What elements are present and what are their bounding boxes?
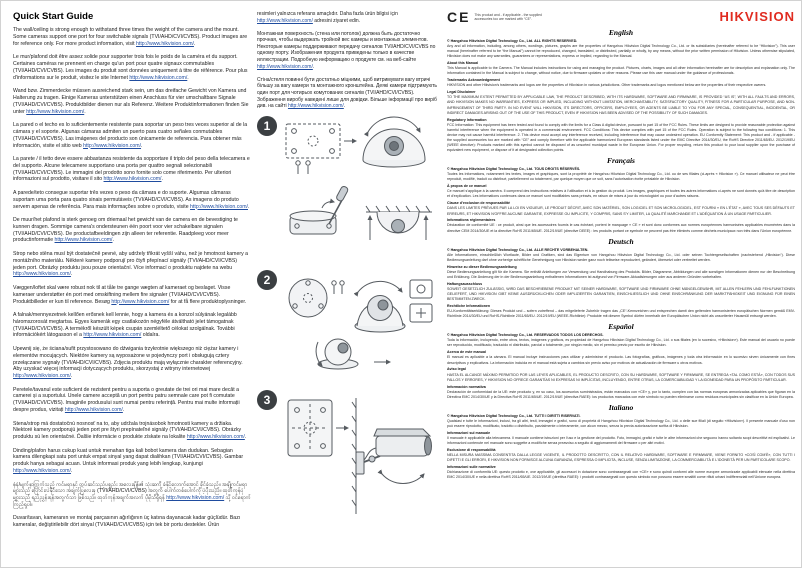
- dome-camera-illustration: [363, 117, 425, 167]
- hikvision-website-link[interactable]: http://www.hikvision.com/: [13, 373, 71, 380]
- paragraph-text: .: [70, 373, 73, 380]
- legal-text: Déclaration de conformité UE : ce produit, ainsi que les accessoires fournis le cas échéant, portent le marquage « CE » et sont donc conformes aux normes européennes harmonisées applicables énumérées dans la directive CEM 2014/30/UE et la directive RoHS 2011/65/UE. 2012/19/UE (directive DEEE) : les produits portant ce symbole ne peuvent pas être éliminés comme déchets municipaux non triés dans l'Union européenne.: [447, 223, 795, 233]
- instruction-paragraph: [257, 11, 441, 24]
- paragraph-text: .: [161, 176, 163, 183]
- legal-text: Ce manuel s'applique à la caméra. Il comprend des instructions relatives à l'utilisation et à la gestion du produit. Les images, graphiques et toutes les autres informations ci-après ne sont donnés qu'à titre de description et d'explication. Les informations contenues dans ce manuel sont modifiables sans préavis, en raison de mises à jour du micrologiciel ou pour d'autres raisons.: [447, 189, 795, 199]
- language-sections: [447, 28, 795, 480]
- legal-text: EU-Konformitätserklärung: Dieses Produkt und – sofern zutreffend – das mitgelieferte Zubehör tragen das „CE“-Kennzeichen und entsprechen damit den geltenden harmonisierten europäischen Normen gemäß EMV-Richtlinie 2014/30/EU und RoHS-Richtlinie 2011/65/EU. 2012/19/EU (WEEE-Richtlinie): Produkte mit diesem Symbol dürfen innerhalb der Europäischen Union nicht als unsortierter Hausmüll entsorgt werden.: [447, 309, 795, 319]
- legal-text: Il manuale è applicabile alla telecamera. Il manuale contiene istruzioni per l'uso e la gestione del prodotto. Foto, immagini, grafici e tutte le altre informazioni che seguono hanno soltanto scopi descrittivi ed esplicativi. Le informazioni contenute nel manuale sono soggette a modifiche senza preavviso a seguito di aggiornamenti del firmware o per altri motivi.: [447, 435, 795, 446]
- legal-paragraph: [447, 333, 795, 348]
- legal-subheading: © Hangzhou Hikvision Digital Technology Co., Ltd. TOUS DROITS RÉSERVÉS.: [447, 167, 581, 172]
- legal-subheading: À propos de ce manuel: [447, 184, 487, 189]
- hikvision-logo: HIKVISION: [719, 9, 795, 24]
- legal-subheading: Legal Disclaimer: [447, 90, 476, 95]
- hikvision-website-link[interactable]: http://www.hikvision.com/: [190, 203, 248, 210]
- legal-text: Toda la información, incluyendo, entre otros, textos, imágenes y gráficos, es propiedad de Hangzhou Hikvision Digital Technology Co., Ltd. o sus filiales (en lo sucesivo, «Hikvision»). Este manual del usuario no puede ser reproducido, modificado, traducido ni distribuido, parcial o totalmente, por ningún medio, sin el permiso previo por escrito de Hikvision.: [447, 338, 795, 348]
- detail-inset-boxes: [410, 280, 432, 322]
- instruction-paragraph: [257, 77, 441, 110]
- language-heading: English: [608, 28, 634, 37]
- legal-paragraph: [447, 304, 795, 319]
- paragraph-text: adresini ziyaret edin.: [312, 17, 361, 24]
- instruction-paragraph: [13, 285, 251, 306]
- step-2: [257, 270, 441, 382]
- language-heading: Italiano: [608, 402, 634, 412]
- legal-paragraph: [447, 367, 795, 382]
- hikvision-website-link[interactable]: http://www.hikvision.com/: [129, 74, 188, 81]
- left-column: [13, 11, 251, 536]
- language-section: [447, 322, 795, 400]
- hikvision-website-link[interactable]: http://www.hikvision.com/: [13, 271, 71, 278]
- legal-paragraph: [447, 39, 795, 59]
- legal-subheading: Información normativa: [447, 384, 486, 389]
- paragraph-text: La parete / il tetto deve essere abbastanza resistente da sopportare il triplo del peso della telecamera e del supporto. Alcune telecamere supportano una porta per quattro segnali selezionabili (TVI/AHD/CVI/CVBS). Le immagini del prodotto sono fornite solo come riferimento. Per ulteriori informazioni sul prodotto, visitare il sito: [13, 155, 250, 183]
- instruction-paragraph: [13, 387, 251, 414]
- legal-text: Diese Bedienungsanleitung gilt für die Kamera. Sie enthält Anleitungen zur Verwendung und Handhabung des Produkts. Bilder, Diagramme, Abbildungen und alle sonstigen Informationen dienen nur der Beschreibung und Erklärung. Die Änderung der in der Bedienungsanleitung enthaltenen Informationen ist aufgrund von Firmware-Aktualisierungen oder aus anderen Gründen vorbehalten.: [447, 269, 795, 279]
- hikvision-website-link[interactable]: http://www.hikvision.com/: [54, 237, 113, 244]
- legal-subheading: Haftungsausschluss: [447, 281, 483, 286]
- legal-text: HIKVISION and other Hikvision's trademarks and logos are the properties of Hikvision in various jurisdictions. Other trademarks and logos mentioned below are the properties of their respective owners.: [447, 83, 767, 88]
- wall-plate-illustration: [288, 400, 348, 456]
- legal-paragraph: [447, 78, 795, 88]
- legal-paragraph: [447, 184, 795, 199]
- screwdriver-illustration: [290, 186, 349, 235]
- legal-text: HASTA EL ALCANCE MÁXIMO PERMITIDO POR LAS LEYES APLICABLES, EL PRODUCTO DESCRITO, CON SU HARDWARE, SOFTWARE Y FIRMWARE, SE ENTREGA «TAL COMO ESTÁ», CON TODOS SUS FALLOS Y ERRORES, Y HIKVISION NO OFRECE GARANTÍAS NI EXPRESAS NI IMPLÍCITAS, INCLUYENDO, ENTRE OTRAS, LA COMERCIABILIDAD Y LA IDONEIDAD PARA UN PROPÓSITO PARTICULAR.: [447, 372, 795, 382]
- legal-paragraph: [447, 385, 795, 400]
- legal-subheading: © Hangzhou Hikvision Digital Technology Co., Ltd. ALLE RECHTE VORBEHALTEN.: [447, 247, 589, 252]
- bullet-camera-installation-diagram: [282, 390, 434, 520]
- legal-subheading: Trademarks Acknowledgement: [447, 78, 500, 83]
- hikvision-website-link[interactable]: http://www.hikvision.com/: [64, 407, 123, 414]
- step-1: [257, 116, 441, 262]
- instruction-paragraph: [13, 54, 251, 81]
- instruction-paragraph: [13, 515, 251, 529]
- instruction-paragraph: [13, 312, 251, 339]
- paragraph-text: Upewnij się, że ściana/sufit przystosowano do dźwigania trzykrotnie większego niż ciężar kamery i elementów mocujących. Niektóre kamery są wyposażone w pojedynczy port i obsługują cztery przełączane sygnały (TVI/AHD/CVI/CVBS). Zdjęcia produktu mają wyłącznie charakter referencyjny. Aby uzyskać więcej informacji dotyczących produktu, skorzystaj z witryny internetowej: [13, 345, 243, 373]
- paragraph-text: Stena/strop má dostatočnú nosnosť na to, aby udržala trojnásobok hmotnosti kamery a držiaka. Niektoré kamery podporujú jeden port pre štyri prepínateľné signály (TVI/AHD/CVI/CVBS). Obrázky produktu sú len orientačné. Ďalšie informácie o produkte získate na lokalite: [13, 420, 242, 441]
- language-heading: Español: [608, 322, 634, 332]
- ce-note: This product and - if applicable - the supplied accessories too are marked with “CE”.: [474, 12, 542, 21]
- legal-text: NELLA MISURA MASSIMA CONSENTITA DALLA LEGGE VIGENTE, IL PRODOTTO DESCRITTO, CON IL RELATIVO HARDWARE, SOFTWARE E FIRMWARE, VIENE FORNITO «COSÌ COM'È», CON TUTTI I DIFETTI E GLI ERRORI, E HIKVISION NON FORNISCE ALCUNA GARANZIA, ESPRESSA O IMPLICITA, INCLUSE, SENZA LIMITAZIONE, LA COMMERCIABILITÀ E L'IDONEITÀ PER UN PARTICOLARE SCOPO.: [447, 453, 795, 463]
- paragraph-text: .: [70, 271, 73, 278]
- legal-subheading: Acerca de este manual: [447, 350, 486, 355]
- legal-subheading: Aviso legal: [447, 367, 466, 372]
- hikvision-website-link[interactable]: http://www.hikvision.com/: [13, 468, 71, 475]
- middle-column: [257, 11, 441, 520]
- paragraph-text: .: [112, 237, 114, 244]
- paragraph-text: La pared o el techo es lo suficientemente resistente para soportar un peso tres veces superior al de la cámara y el soporte. Algunas cámaras admiten un puerto para cuatro señales conmutables (TVI/AHD/CVI/CVBS). Las imágenes del producto son únicamente de referencia. Para obtener más información, visite el sitio web: [13, 121, 248, 149]
- right-column: [447, 9, 795, 483]
- legal-paragraph: [447, 218, 795, 233]
- legal-subheading: Rechtliche Informationen: [447, 304, 491, 308]
- paragraph-text: နံရံ/မျက်နှာကြက်သည် ကင်မရာနှင့် တပ်ဆင်သည့်ပစ္စည်း အလေးချိန်၏ သုံးဆကို ခံနိုင်လောက်အောင် ခိုင်ခံ့သည်။ အချို့ကင်မရာများသည် ပြောင်းလဲနိုင်သော အချက်ပြလေးခု (TVI/AHD/CVI/CVBS) အတွက် ပေါက်တစ်ပေါက်ကို ပံ့ပိုးသည်။ ထုတ်ကုန်ပုံများသည် ရည်ညွှန်းရန်အတွက်သာ ဖြစ်သည်။ ထုတ်ကုန်အချက်အလက် ပိုမိုသိရှိရန်: [13, 481, 248, 502]
- legal-subheading: About this Manual: [447, 61, 479, 66]
- paragraph-text: Væggen/loftet skal være robust nok til at tåle tre gange vægten af kameraet og beslaget. Visse kameraer understøtter én port med omskiftning mellem fire signaler (TVI/AHD/CVI/CVBS). Produktbilleder er kun til reference. Besøg: [13, 284, 231, 305]
- paragraph-text: De muur/het plafond is sterk genoeg om driemaal het gewicht van de camera en de bevestiging te kunnen dragen. Sommige camera's ondersteunen één poort voor vier schakelbare signalen (TVI/AHD/CVI/CVBS). De productafbeeldingen zijn alleen ter referentie. Raadpleeg voor meer productinformatie: [13, 216, 238, 244]
- paragraph-text: Wand bzw. Zimmerdecke müssen ausreichend stark sein, um das dreifache Gewicht von Kamera und Halterung zu tragen. Einige Kameras unterstützen einen Anschluss für vier umschaltbare Signale (TVI/AHD/CVI/CVBS). Produktbilder dienen nur als Referenz. Weitere Produktinformationen finden Sie unter: [13, 88, 249, 115]
- paragraph-text: A falnak/mennyezetnek kellően erősnek kell lennie, hogy a kamera és a konzol súlyának legalább háromszorosát megtartsa. Egyes kamerák egy csatlakozón négyféle átváltható jelet támogatnak (TVI/AHD/CVI/CVBS). A termékről készült képek csupán szemléltető célokat szolgálnak. További információkért látogasson el a: [13, 311, 237, 339]
- paragraph-text: Dinding/plafon harus cukup kuat untuk menahan tiga kali bobot kamera dan dudukan. Sebagian kamera dilengkapi satu port untuk empat sinyal yang dapat dialihkan (TVI/AHD/CVI/CVBS). Gambar produk hanya sebagai acuan. Untuk informasi produk yang lebih lengkap, kunjungi: [13, 447, 244, 468]
- paragraph-text: Peretele/tavanul este suficient de rezistent pentru a suporta o greutate de trei ori mai mare decât a camerei și a suportului. Unele camere acceptă un port pentru patru semnale care pot fi comutate (TVI/AHD/CVI/CVBS). Imaginile produsului sunt numai pentru referință. Pentru mai multe informații despre produs, vizitați: [13, 386, 240, 414]
- bullet-camera-illustration: [352, 398, 432, 514]
- legal-paragraph: [447, 90, 795, 115]
- paragraph-text: သို့ ဝင်ရောက်ကြည့်ရှုပါ။: [13, 495, 251, 509]
- legal-paragraph: [447, 431, 795, 446]
- legal-subheading: Regulatory Information: [447, 117, 487, 122]
- paragraph-text: Strop nebo stěna musí být dostatečně pevné, aby udržely třikrát vyšší váhu, než je hmotnost kamery a montážního materiálu. Některé kamery podporují pro čtyři přepínací signály (TVI/AHD/CVI/CVBS) jeden port. Obrázky produktu jsou pouze orientační. Více informací o produktu najdete na webu: [13, 250, 248, 271]
- language-section: [447, 28, 795, 153]
- legal-text: This Manual is applicable to the Camera. The Manual includes instructions for using and managing the product. Pictures, charts, images and all other information hereinafter are for description and explanation only. The information contained in the Manual is subject to change, without notice, due to firmware updates or other reasons. Please use this user manual under the guidance of professionals.: [447, 66, 795, 76]
- legal-paragraph: [447, 350, 795, 365]
- hikvision-website-link[interactable]: http://www.hikvision.com/: [186, 434, 245, 441]
- step-3-number-badge: 3: [257, 390, 277, 410]
- right-header: [447, 9, 795, 25]
- paragraph-text: oldalra.: [141, 332, 160, 339]
- legal-text: Toutes les informations, notamment les textes, images et graphiques, sont la propriété de Hangzhou Hikvision Digital Technology Co., Ltd. ou de ses filiales (ci-après « Hikvision »). Ce manuel utilisateur ne peut être reproduit, modifié, traduit ou distribué, partiellement ou totalement, par quelque moyen que ce soit, sans l'autorisation écrite préalable de Hikvision.: [447, 172, 795, 182]
- legal-text: DANS LES LIMITES PRÉVUES PAR LA LOI EN VIGUEUR, LE PRODUIT DÉCRIT, AVEC SON MATÉRIEL, SON LOGICIEL ET SON MICROLOGICIEL, EST FOURNI « EN L'ÉTAT », AVEC TOUS SES DÉFAUTS ET ERREURS, ET HIKVISION N'OFFRE AUCUNE GARANTIE, EXPRESSE OU IMPLICITE, Y COMPRIS, SANS S'Y LIMITER, LA QUALITÉ MARCHANDE ET L'ADÉQUATION À UN USAGE PARTICULIER.: [447, 206, 795, 216]
- instruction-paragraph: [13, 448, 251, 475]
- legal-paragraph: [447, 167, 795, 182]
- mounted-dome-illustration: [366, 206, 432, 240]
- legal-paragraph: [447, 248, 795, 263]
- hikvision-website-link[interactable]: http://www.hikvision.com/: [83, 142, 142, 149]
- hikvision-website-link[interactable]: http://www.hikvision.com/: [166, 495, 225, 502]
- instruction-paragraph: [13, 346, 251, 380]
- paragraph-text: .: [187, 74, 189, 81]
- step-1-number-badge: 1: [257, 116, 277, 136]
- paragraph-text: .: [312, 63, 315, 70]
- hikvision-website-link[interactable]: http://www.hikvision.com/: [257, 17, 313, 24]
- legal-subheading: Esclusione di responsabilità: [447, 447, 496, 452]
- instruction-paragraph: [13, 217, 251, 244]
- legal-subheading: Hinweise zu dieser Bedienungsanleitung: [447, 264, 517, 269]
- paragraph-text: for at få flere produktoplysninger.: [169, 298, 247, 305]
- mounting-base-illustration: [289, 279, 344, 317]
- instruction-paragraph: [13, 482, 251, 509]
- turret-camera-installation-diagram: [282, 270, 434, 382]
- paragraph-text: The wall/ceiling is strong enough to withstand three times the weight of the camera and the mount. Some cameras support one port for four switchable signals (TVI/AHD/CVI/CVBS). Product images are for reference only. For more product information, visit: [13, 27, 248, 47]
- legal-text: SOWEIT GESETZLICH ZULÄSSIG, WIRD DAS BESCHRIEBENE PRODUKT MIT SEINER HARDWARE, SOFTWARE UND FIRMWARE OHNE MÄNGELGEWÄHR, MIT ALLEN FEHLERN UND FEHLFUNKTIONEN GELIEFERT, UND HIKVISION GIBT KEINE AUSDRÜCKLICHEN ODER IMPLIZIERTEN GARANTIEN, EINSCHLIESSLICH UND OHNE EINSCHRÄNKUNG DER MARKTFÄHIGKEIT UND EIGNUNG FÜR EINEN BESTIMMTEN ZWECK.: [447, 286, 795, 302]
- legal-text: El manual es aplicable a la cámara. El manual incluye instrucciones para utilizar y administrar el producto. Las fotografías, gráficos, imágenes y toda otra información en lo sucesivo sirven únicamente con fines descriptivos y explicativos. La información incluida en el manual está sujeta a cambios sin previo aviso por motivos de actualización de firmware u otros motivos.: [447, 355, 795, 365]
- legal-subheading: © Hangzhou Hikvision Digital Technology Co., Ltd. TUTTI I DIRITTI RISERVATI.: [447, 413, 581, 418]
- paragraph-text: resimleri yalnızca referans amaçlıdır. Daha fazla ürün bilgisi için: [257, 11, 398, 17]
- legal-subheading: Informations réglementaires: [447, 218, 496, 223]
- legal-text: Dichiarazione di conformità UE: questo prodotto e, ove applicabile, gli accessori in dotazione sono contrassegnati con «CE» e sono quindi conformi alle norme europee armonizzate applicabili elencate nella direttiva EMC 2014/30/UE e nella direttiva RoHS 2011/65/UE. 2012/19/UE (direttiva RAEE): i prodotti contrassegnati con questo simbolo non possono essere smaltiti come rifiuti urbani indifferenziati nell'Unione europea.: [447, 470, 795, 480]
- turret-camera-illustration: [355, 282, 405, 333]
- instruction-paragraph: [13, 122, 251, 149]
- instruction-paragraph: [13, 88, 251, 115]
- legal-paragraph: [447, 448, 795, 463]
- language-heading: Deutsch: [608, 236, 634, 246]
- ce-mark-block: [447, 9, 544, 25]
- paragraph-text: .: [343, 103, 346, 110]
- paragraph-text: .: [248, 203, 250, 210]
- paragraph-text: .: [193, 40, 196, 47]
- legal-paragraph: [447, 465, 795, 480]
- paragraph-text: .: [122, 407, 125, 414]
- legal-subheading: © Hangzhou Hikvision Digital Technology Co., Ltd. ALL RIGHTS RESERVED.: [447, 39, 578, 43]
- paragraph-text: Монтажная поверхность (стена или потолок) должна быть достаточно прочная, чтобы выдержать тройной вес камеры и монтажных элементов. Некоторые камеры поддерживают передачу сигналов TVI/AHD/CVI/CVBS по одному порту. Изображения продукта приведены только в качестве иллюстрации. Подробную информацию о продукте см. на веб-сайте: [257, 30, 436, 64]
- language-heading: Français: [607, 156, 635, 166]
- language-section: [447, 237, 795, 320]
- paragraph-text: .: [84, 108, 86, 115]
- legal-paragraph: [447, 118, 795, 154]
- legal-subheading: © Hangzhou Hikvision Digital Technology Co., Ltd. RESERVADOS TODOS LOS DERECHOS.: [447, 333, 604, 338]
- legal-paragraph: [447, 201, 795, 216]
- legal-text: Declaración de conformidad de la UE: este producto y, en su caso, los accesorios suministrados, están marcados con «CE» y, por lo tanto, cumplen con las normas europeas armonizadas aplicables que figuran en la Directiva EMC 2014/30/UE y la Directiva RoHS 2011/65/UE. 2012/19/UE (directiva RAEE): los productos marcados con este símbolo no pueden eliminarse como residuos municipales sin clasificar en la Unión Europea.: [447, 389, 795, 399]
- legal-paragraph: [447, 61, 795, 76]
- instruction-paragraph: [13, 251, 251, 278]
- paragraph-text: .: [70, 468, 73, 475]
- instruction-paragraph: [13, 156, 251, 183]
- step-3: [257, 390, 441, 520]
- hikvision-website-link[interactable]: http://www.hikvision.com/: [287, 103, 344, 110]
- legal-text: FCC Information: This equipment has been tested and found to comply with the limits for a Class A digital device, pursuant to part 15 of the FCC Rules. These limits are designed to provide reasonable protection against harmful interference when the equipment is operated in a commercial environment. FCC Conditions: This device complies with part 15 of the FCC Rules. Operation is subject to the following two conditions: 1. This device may not cause harmful interference. 2. This device must accept any interference received, including interference that may cause undesired operation. EU Conformity Statement: This product and - if applicable - the supplied accessories too are marked with “CE” and comply therefore with the applicable harmonized European standards listed under the EMC Directive 2014/30/EU, the RoHS Directive 2011/65/EU. 2012/19/EU (WEEE directive): Products marked with this symbol cannot be disposed of as unsorted municipal waste in the European Union. For proper recycling, return this product to your local supplier upon the purchase of equivalent new equipment, or dispose of it at designated collection points.: [447, 122, 795, 153]
- paragraph-text: Duvar/tavan, kameranın ve montaj parçasının ağırlığının üç katına dayanacak kadar güçlüdür. Bazı kameralar, değiştirilebilir dört sinyal (TVI/AHD/CVI/CVBS) için tek bir portu destekler. Ürün: [13, 515, 241, 529]
- dome-camera-installation-diagram: [282, 116, 434, 262]
- step-2-number-badge: 2: [257, 270, 277, 290]
- instruction-paragraph: [13, 421, 251, 442]
- language-section: [447, 156, 795, 234]
- instruction-paragraph: [13, 190, 251, 211]
- instruction-paragraph: [13, 27, 251, 48]
- legal-text: TO THE MAXIMUM EXTENT PERMITTED BY APPLICABLE LAW, THE PRODUCT DESCRIBED, WITH ITS HARDWARE, SOFTWARE AND FIRMWARE, IS PROVIDED “AS IS”, WITH ALL FAULTS AND ERRORS, AND HIKVISION MAKES NO WARRANTIES, EXPRESS OR IMPLIED, INCLUDING WITHOUT LIMITATION, MERCHANTABILITY, SATISFACTORY QUALITY, FITNESS FOR A PARTICULAR PURPOSE, AND NON-INFRINGEMENT OF THIRD PARTY. IN NO EVENT WILL HIKVISION, ITS DIRECTORS, OFFICERS, EMPLOYEES, OR AGENTS BE LIABLE TO YOU FOR ANY SPECIAL, CONSEQUENTIAL, INCIDENTAL, OR INDIRECT DAMAGES ARISING OUT OF THE USE OF THIS PRODUCT, EVEN IF HIKVISION HAS BEEN ADVISED OF THE POSSIBILITY OF SUCH DAMAGES.: [447, 95, 795, 115]
- legal-subheading: Clause d'exclusion de responsabilité: [447, 201, 510, 206]
- paragraph-text: Le mur/plafond doit être assez solide pour supporter trois fois le poids de la caméra et du support. Certaines caméras ne prennent en charge qu'un port pour quatre signaux commutables (TVI/AHD/CVI/CVBS). Les images du produit sont données uniquement à titre de référence. Pour plus d'informations sur le produit, visitez le site Internet: [13, 54, 248, 81]
- legal-text: Alle Informationen, einschließlich Wortlaute, Bilder und Grafiken, sind das Eigentum von Hangzhou Hikvision Digital Technology Co., Ltd. oder seinen Tochtergesellschaften (nachstehend „Hikvision“). Diese Bedienungsanleitung darf ohne vorherige schriftliche Genehmigung von Hikvision weder ganz noch teilweise reproduziert, geändert, übersetzt oder verbreitet werden.: [447, 252, 795, 262]
- legal-paragraph: [447, 265, 795, 280]
- language-section: [447, 403, 795, 481]
- ce-mark-icon: CE: [447, 9, 471, 25]
- legal-subheading: Informazioni sulle normative: [447, 465, 496, 470]
- paragraph-text: A parede/teto consegue suportar três vezes o peso da câmara e do suporte. Algumas câmaras suportam uma porta para quatro sinais permutáveis (TVI/AHD/CVI/CVBS). As imagens do produto servem apenas de referência. Para mais informações sobre o produto, visite: [13, 189, 239, 210]
- middle-paragraphs: [257, 11, 441, 110]
- page-title: Quick Start Guide: [13, 11, 94, 22]
- hikvision-website-link[interactable]: http://www.hikvision.com/: [83, 332, 142, 339]
- legal-subheading: Informazioni sul manuale: [447, 430, 491, 435]
- hikvision-website-link[interactable]: http://www.hikvision.com/: [26, 108, 85, 115]
- left-paragraphs: [13, 27, 251, 529]
- hikvision-website-link[interactable]: http://www.hikvision.com/: [136, 40, 194, 47]
- paragraph-text: Стіна/стеля повинні бути достатньо міцними, щоб витримувати вагу втричі більшу за вагу камери та монтажного кронштейна. Деякі камери підтримують один порт для чотирьох комутованих сигналів (TVI/AHD/CVI/CVBS). Зображення виробу наведені лише для довідки. Більше інформації про виріб див. на сайті: [257, 76, 437, 110]
- paragraph-text: .: [141, 142, 143, 149]
- instruction-paragraph: [257, 31, 441, 71]
- legal-paragraph: [447, 414, 795, 429]
- hikvision-website-link[interactable]: http://www.hikvision.com/: [111, 298, 170, 305]
- hikvision-website-link[interactable]: http://www.hikvision.com/: [257, 63, 313, 70]
- legal-text: Any and all information, including, among others, wordings, pictures, graphs are the properties of Hangzhou Hikvision Digital Technology Co., Ltd. or its subsidiaries (hereinafter referred to be “Hikvision”). This user manual (hereinafter referred to be “the Manual”) cannot be reproduced, changed, translated, or distributed, partially or wholly, by any means, without the prior written permission of Hikvision. Unless otherwise stipulated, Hikvision does not make any warranties, guarantees or representations, express or implied, regarding to the Manual.: [447, 44, 795, 59]
- drill-template-illustration: [286, 124, 356, 174]
- legal-paragraph: [447, 282, 795, 302]
- hikvision-website-link[interactable]: http://www.hikvision.com/: [103, 176, 162, 183]
- installation-steps: [257, 116, 441, 520]
- legal-text: Qualsiasi e tutte le informazioni, inclusi, tra gli altri, testi, immagini e grafici, sono di proprietà di Hangzhou Hikvision Digital Technology Co., Ltd. o delle sue filiali (di seguito «Hikvision»). Il presente manuale d'uso non può essere riprodotto, modificato, tradotto o distribuito, parzialmente o interamente, con alcun mezzo, senza la previa autorizzazione scritta di Hikvision.: [447, 418, 795, 428]
- paragraph-text: .: [244, 434, 247, 441]
- eyeball-adjustment-illustration: [316, 339, 390, 369]
